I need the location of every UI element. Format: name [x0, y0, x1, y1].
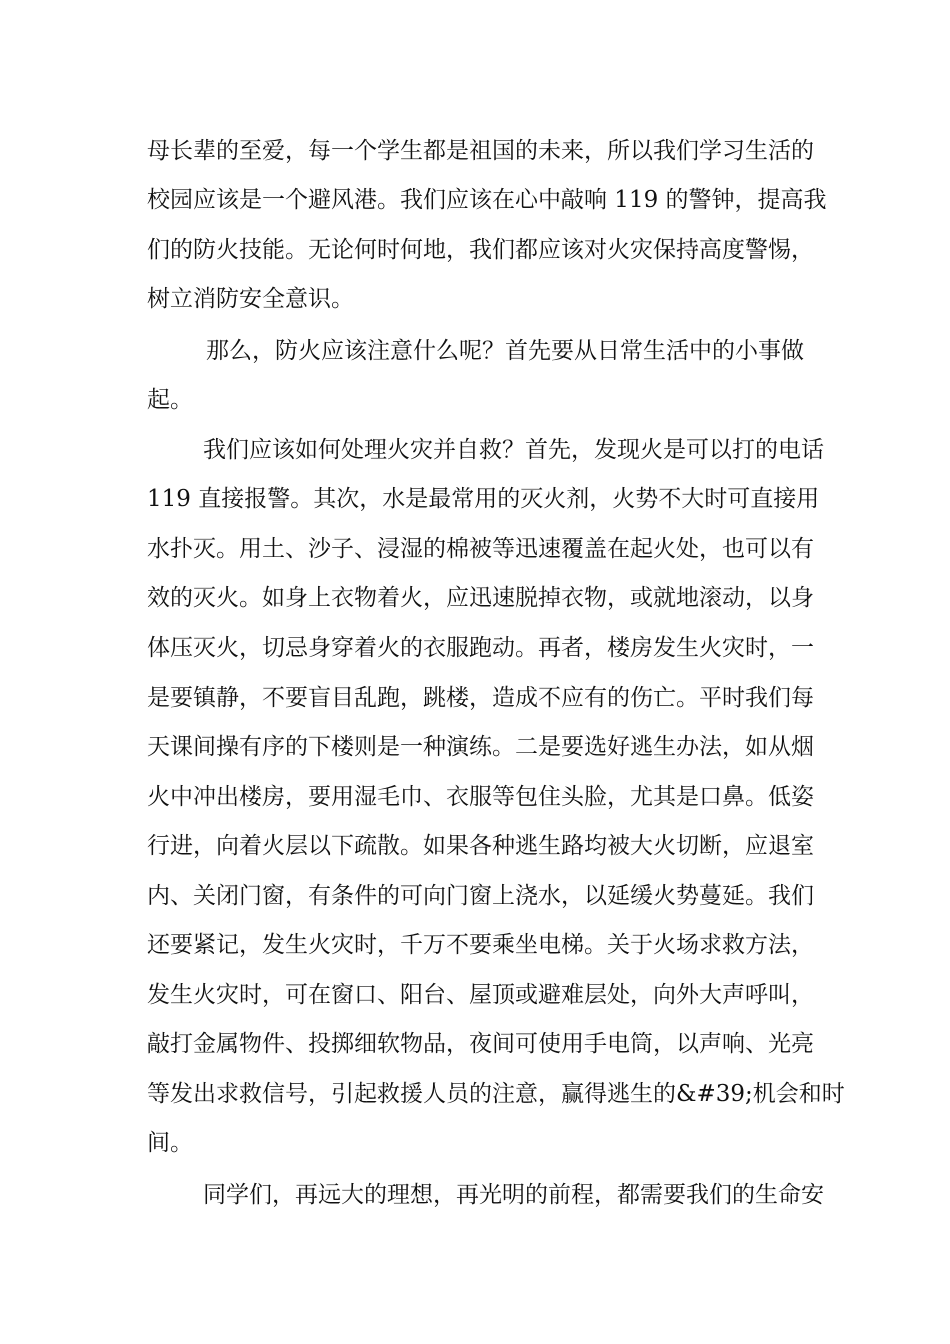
text-line: 行进，向着火层以下疏散。如果各种逃生路均被大火切断，应退室: [147, 833, 814, 859]
text-line: 天课间操有序的下楼则是一种演练。二是要选好逃生办法，如从烟: [147, 734, 814, 760]
text-line: 还要紧记，发生火灾时，千万不要乘坐电梯。关于火场求救方法，: [147, 932, 814, 958]
text-line: 间。: [147, 1130, 193, 1156]
text-line: 校园应该是一个避风港。我们应该在心中敲响 119 的警钟，提高我: [147, 187, 827, 213]
text-line: 火中冲出楼房，要用湿毛巾、衣服等包住头脸，尤其是口鼻。低姿: [147, 784, 814, 810]
paragraph-first-line: 同学们，再远大的理想，再光明的前程，都需要我们的生命安: [203, 1182, 824, 1208]
text-line: 起。: [147, 387, 193, 413]
text-line: 是要镇静，不要盲目乱跑，跳楼，造成不应有的伤亡。平时我们每: [147, 685, 814, 711]
text-line: 发生火灾时，可在窗口、阳台、屋顶或避难层处，向外大声呼叫，: [147, 982, 814, 1008]
paragraph-first-line: 那么，防火应该注意什么呢？首先要从日常生活中的小事做: [206, 338, 804, 364]
text-line: 体压灭火，切忌身穿着火的衣服跑动。再者，楼房发生火灾时，一: [147, 635, 814, 661]
text-line: 水扑灭。用土、沙子、浸湿的棉被等迅速覆盖在起火处，也可以有: [147, 536, 814, 562]
text-line: 母长辈的至爱，每一个学生都是祖国的未来，所以我们学习生活的: [147, 138, 814, 164]
text-line: 119 直接报警。其次，水是最常用的灭火剂，火势不大时可直接用: [147, 486, 820, 512]
paragraph-first-line: 我们应该如何处理火灾并自救？首先，发现火是可以打的电话: [203, 437, 824, 463]
text-line: 们的防火技能。无论何时何地，我们都应该对火灾保持高度警惕，: [147, 237, 814, 263]
text-line: 等发出求救信号，引起救援人员的注意，赢得逃生的&#39;机会和时: [147, 1081, 845, 1107]
text-line: 内、关闭门窗，有条件的可向门窗上浇水，以延缓火势蔓延。我们: [147, 883, 814, 909]
text-line: 效的灭火。如身上衣物着火，应迅速脱掉衣物，或就地滚动，以身: [147, 585, 814, 611]
text-line: 树立消防安全意识。: [147, 286, 354, 312]
text-line: 敲打金属物件、投掷细软物品，夜间可使用手电筒，以声响、光亮: [147, 1031, 814, 1057]
